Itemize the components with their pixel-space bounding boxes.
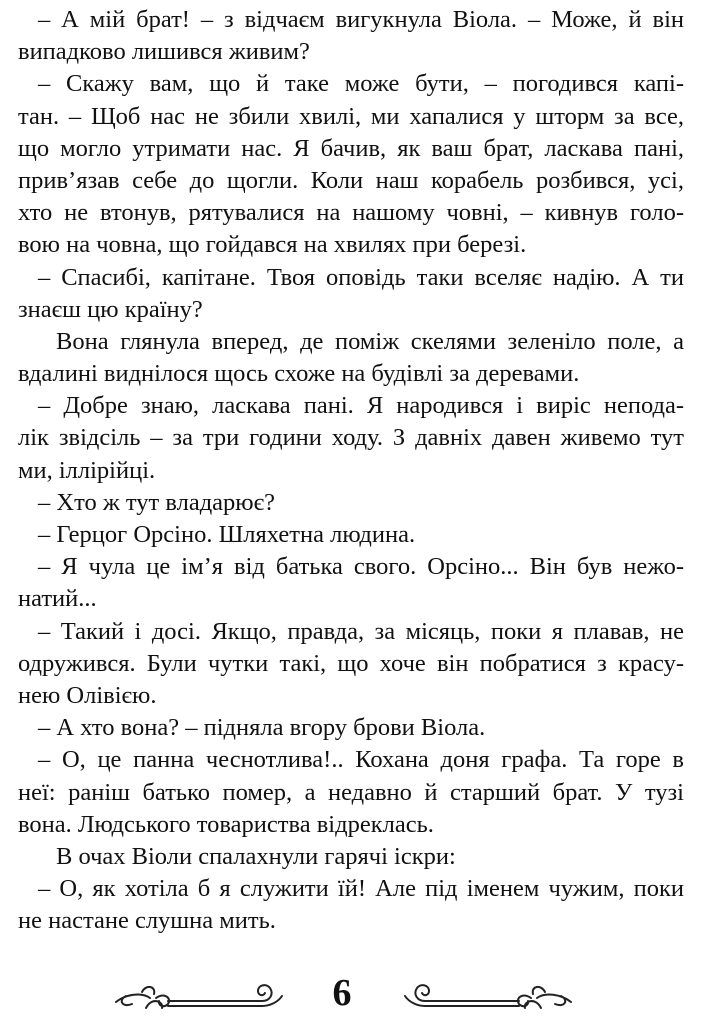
text-line: прив’язав себе до щогли. Коли наш корабель розбився, усі, — [18, 166, 684, 194]
text-line: – О, це панна чеснотлива!.. Кохана доня графа. Та горе в — [38, 746, 684, 774]
text-line: – Скажу вам, що й таке може бути, – погодився капі- — [38, 70, 684, 98]
text-line: неї: раніш батько помер, а недавно й старший брат. У тузі — [18, 778, 684, 806]
page-number: 6 — [332, 972, 352, 1014]
text-line: – А хто вона? – підняла вгору брови Віола. — [38, 714, 486, 742]
text-line: натий... — [18, 585, 97, 613]
text-line: – Герцог Орсіно. Шляхетна людина. — [38, 521, 416, 548]
text-line: тан. – Щоб нас не збили хвилі, ми хапалися у шторм за все, — [18, 102, 684, 130]
text-line: випадково лишився живим? — [18, 38, 310, 66]
text-line: ми, іллірійці. — [18, 456, 156, 484]
text-line: вою на човна, що гойдався на хвилях при березі. — [18, 231, 527, 259]
text-line: – Хто ж тут владарює? — [38, 488, 275, 516]
text-line: Вона глянула вперед, де поміж скелями зеленіло поле, а — [56, 327, 684, 355]
text-line: В очах Віоли спалахнули гарячі іскри: — [56, 842, 456, 870]
text-line: нею Олівією. — [18, 681, 157, 709]
text-line: не настане слушна мить. — [18, 907, 276, 935]
text-line: – Спасибі, капітане. Твоя оповідь таки вселяє надію. А ти — [38, 263, 684, 291]
text-line: – Я чула це ім’я від батька свого. Орсіно... Він був нежо- — [38, 553, 684, 581]
text-line: – О, як хотіла б я служити їй! Але під іменем чужим, поки — [38, 875, 684, 903]
scroll-ornament-right-icon — [395, 972, 575, 1014]
text-line: вона. Людського товариства відреклась. — [18, 810, 434, 838]
text-line: вдалині виднілося щось схоже на будівлі за деревами. — [18, 360, 580, 388]
page-footer — [0, 968, 703, 1018]
text-line: що могло утримати нас. Я бачив, як ваш брат, ласкава пані, — [18, 134, 684, 162]
text-line: – Такий і досі. Якщо, правда, за місяць, поки я плавав, не — [38, 617, 684, 645]
scroll-ornament-left-icon — [112, 972, 292, 1014]
text-line: – А мій брат! – з відчаєм вигукнула Віола. – Може, й він — [38, 6, 684, 33]
text-line: одружився. Були чутки такі, що хоче він побратися з красу- — [18, 649, 684, 677]
text-line: – Добре знаю, ласкава пані. Я народився і виріс непода- — [38, 392, 684, 420]
text-line: лік звідсіль – за три години ходу. З давніх давен живемо тут — [18, 424, 684, 452]
text-line: знаєш цю країну? — [18, 295, 203, 323]
page-body — [18, 4, 684, 937]
text-line: хто не втонув, рятувалися на нашому човні, – кивнув голо- — [18, 199, 684, 227]
